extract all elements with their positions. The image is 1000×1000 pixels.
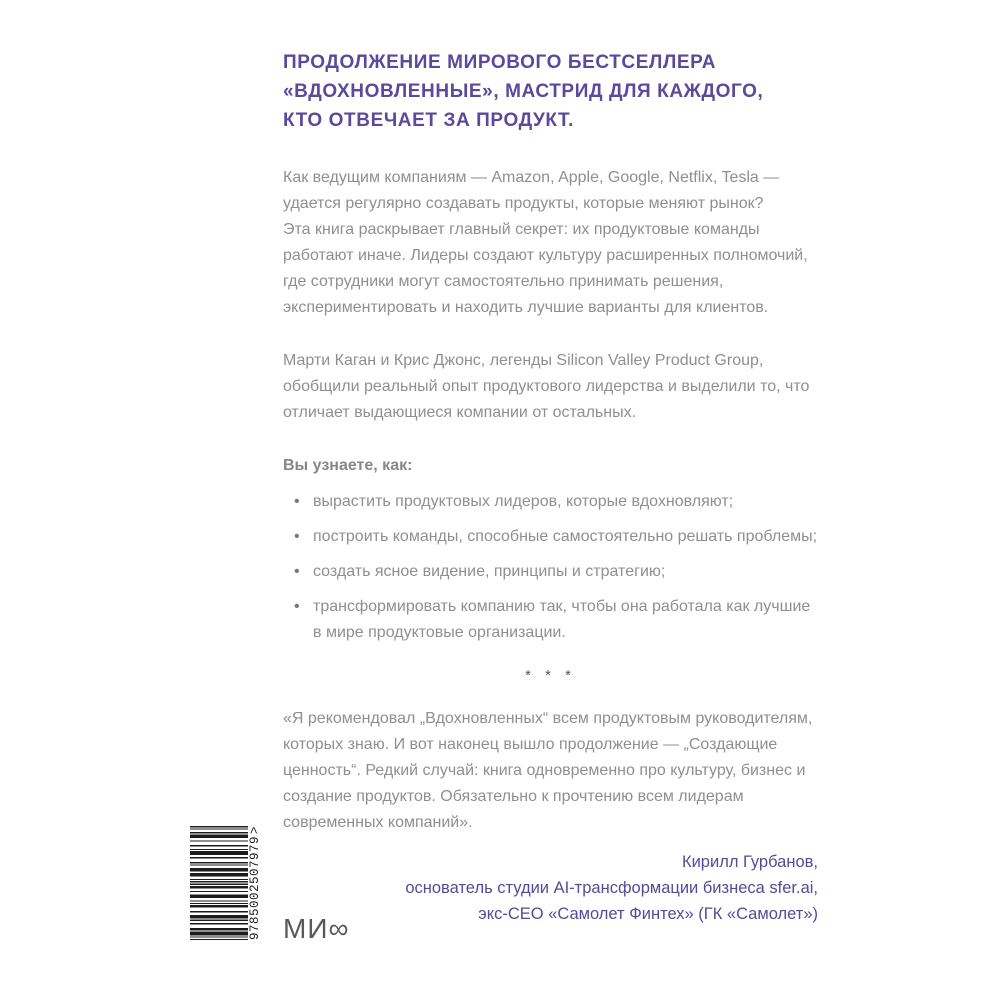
tagline-line: ПРОДОЛЖЕНИЕ МИРОВОГО БЕСТСЕЛЛЕРА (283, 52, 717, 73)
list-item-text: трансформировать компанию так, чтобы она работала как лучшие в мире продуктовые организации. (313, 598, 811, 641)
bullet-icon: • (294, 563, 300, 580)
learn-list (283, 489, 818, 646)
list-item (283, 559, 818, 585)
reviewer-title: основатель студии AI-трансформации бизнеса sfer.ai, (405, 879, 818, 897)
list-item-text: построить команды, способные самостоятельно решать проблемы; (313, 528, 818, 545)
barcode-number (248, 826, 262, 940)
list-item (283, 524, 818, 550)
bullet-icon: • (294, 493, 300, 510)
bullet-icon: • (294, 528, 300, 545)
list-item-text: вырастить продуктовых лидеров, которые вдохновляют; (313, 493, 734, 510)
isbn-digits: 9785002507979 (248, 835, 262, 940)
tagline-heading (283, 48, 818, 135)
reviewer-name: Кирилл Гурбанов, (681, 853, 818, 871)
tagline-line: «ВДОХНОВЛЕННЫЕ», МАСТРИД ДЛЯ КАЖДОГО, (283, 81, 764, 102)
learn-list-intro: Вы узнаете, как: (283, 457, 413, 474)
review-attribution (283, 849, 818, 927)
list-item (283, 489, 818, 515)
isbn-barcode (190, 826, 270, 944)
review-quote: «Я рекомендовал „Вдохновленных“ всем продуктовым руководителям, которых знаю. И вот наконец вышло продолжение — „Создающие ценность“. Редкий случай: книга одновременно про культуру, бизнес и создание продуктов. Обязательно к прочтению всем лидерам современных компаний». (283, 710, 813, 831)
reviewer-title: экс-CEO «Самолет Финтех» (ГК «Самолет») (478, 905, 818, 923)
secret-paragraph: Эта книга раскрывает главный секрет: их продуктовые команды работают иначе. Лидеры создают культуру расширенных полномочий, где сотрудники могут самостоятельно принимать решения, экспериментировать и находить лучшие варианты для клиентов. (283, 221, 808, 316)
cover-text-column (283, 48, 818, 927)
authors-paragraph: Марти Каган и Крис Джонс, легенды Silicon Valley Product Group, обобщили реальный опыт продуктового лидерства и выделили то, что отличает выдающиеся компании от остальных. (283, 352, 810, 421)
bullet-icon: • (294, 598, 300, 615)
list-item (283, 594, 818, 646)
barcode-bars (190, 826, 248, 945)
tagline-line: КТО ОТВЕЧАЕТ ЗА ПРОДУКТ. (283, 110, 574, 131)
quiet-zone-mark: > (248, 826, 262, 835)
publisher-logo: МИ∞ (283, 913, 350, 944)
list-item-text: создать ясное видение, принципы и стратегию; (313, 563, 666, 580)
asterisk-divider: * * * (525, 667, 576, 684)
intro-paragraph: Как ведущим компаниям — Amazon, Apple, Google, Netflix, Tesla — удается регулярно создавать продукты, которые меняют рынок? (283, 169, 780, 212)
